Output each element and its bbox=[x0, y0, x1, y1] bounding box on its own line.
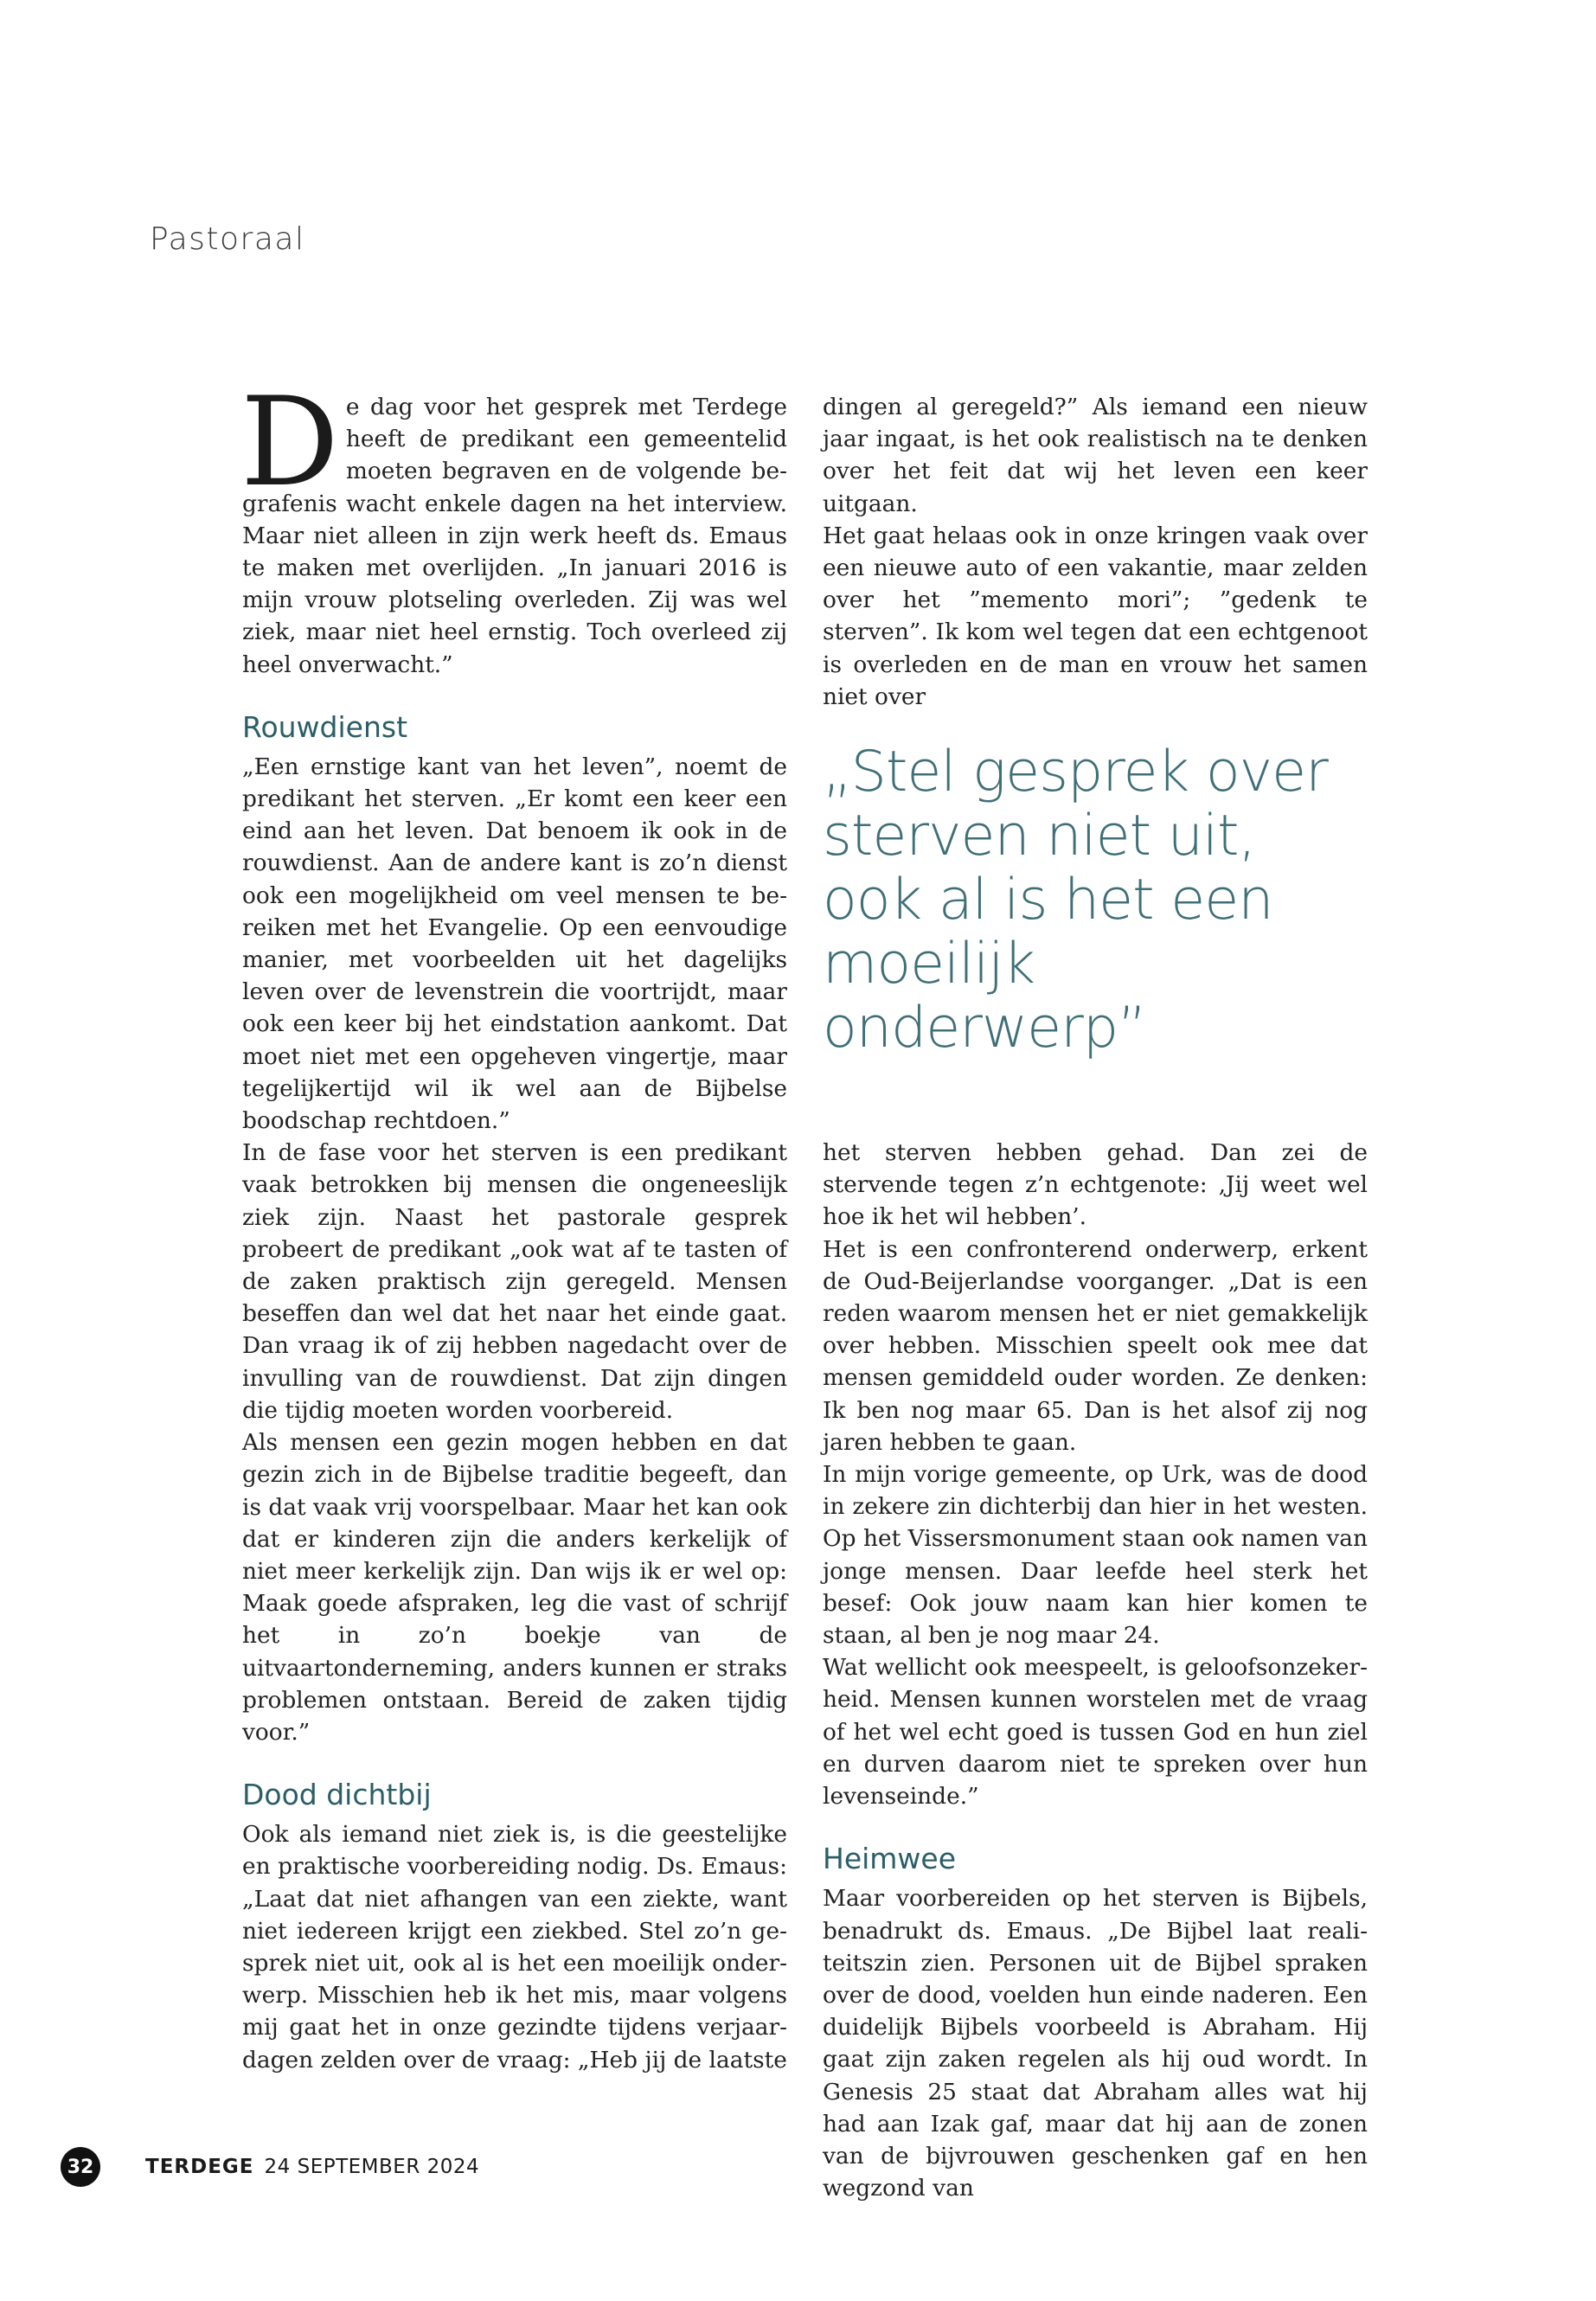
intro-text: e dag voor het gesprek met Terdege heeft de predikant een gemeentelid moeten begraven en de volgende begrafenis wacht enkele dagen na het interview. Maar niet alleen in zijn werk heeft ds. Emaus te maken met overlijden. „In januari 2016 is mijn vrouw plotseling overleden. Zij was wel ziek, maar niet heel ernstig. Toch overleed zij heel onverwacht.” bbox=[242, 394, 787, 678]
page-footer bbox=[61, 2147, 479, 2187]
paragraph: dingen al geregeld?” Als iemand een nieuw jaar ingaat, is het ook realistisch na te denken over het feit dat wij het leven een keer uitgaan. bbox=[823, 394, 1368, 517]
paragraph: Ook als iemand niet ziek is, is die geestelijke en praktische voorbereiding nodig. Ds. Emaus: „Laat dat niet afhangen van een ziekte, want niet iedereen krijgt een ziekbed. Stel zo’n gesprek niet uit, ook al is het een moeilijk onderwerp. Misschien heb ik het mis, maar volgens mij gaat het in onze gezindte tijdens verjaardagen zelden over de vraag: „Heb jij de laatste bbox=[242, 1821, 787, 2073]
subhead-heimwee: Heimwee bbox=[823, 1842, 957, 1876]
paragraph: Wat wellicht ook meespeelt, is geloofsonzekerheid. Mensen kunnen worstelen met de vraag of het wel echt goed is tussen God en hun ziel en durven daarom niet te spreken over hun levenseinde.” bbox=[823, 1654, 1368, 1811]
drop-cap: D bbox=[240, 371, 339, 514]
intro-paragraph bbox=[240, 371, 787, 681]
pull-quote: „Stel gesprek over sterven niet uit, ook al is het een moeilijk onderwerp” bbox=[823, 740, 1328, 1061]
issue-date: 24 SEPTEMBER 2024 bbox=[264, 2156, 480, 2178]
paragraph: Als mensen een gezin mogen hebben en dat gezin zich in de Bijbelse traditie begeeft, dan is dat vaak vrij voorspelbaar. Maar het kan ook dat er kinderen zijn die anders kerkelijk of niet meer kerkelijk zijn. Dan wijs ik er wel op: Maak goede afspraken, leg die vast of schrijf het in zo’n boekje van de uitvaartonderneming, anders kunnen er straks problemen ontstaan. Bereid de zaken tijdig voor.” bbox=[242, 1429, 787, 1746]
paragraph: „Een ernstige kant van het leven”, noemt de predikant het sterven. „Er komt een keer een eind aan het leven. Dat benoem ik ook in de rouwdienst. Aan de andere kant is zo’n dienst ook een mogelijkheid om veel mensen te bereiken met het Evangelie. Op een eenvoudige manier, met voorbeelden uit het dagelijks leven over de levenstrein die voortrijdt, maar ook een keer bij het eindstation aankomt. Dat moet niet met een opgeheven vingertje, maar tegelijkertijd wil ik wel aan de Bijbelse boodschap rechtdoen.” bbox=[242, 753, 787, 1135]
paragraph: Het gaat helaas ook in onze kringen vaak over een nieuwe auto of een vakantie, maar zelden over het ”memento mori”; ”gedenk te sterven”. Ik kom wel tegen dat een echtgenoot is overleden en de man en vrouw het samen niet over bbox=[823, 522, 1368, 710]
paragraph: Maar voorbereiden op het sterven is Bijbels, benadrukt ds. Emaus. „De Bijbel laat realiteitszin zien. Personen uit de Bijbel spraken over de dood, voelden hun einde naderen. Een duidelijk Bijbels voorbeeld is Abraham. Hij gaat zijn zaken regelen als hij oud wordt. In Genesis 25 staat dat Abraham alles wat hij had aan Izak gaf, maar dat hij aan de zonen van de bijvrouwen geschenken gaf en hen wegzond van bbox=[823, 1885, 1368, 2202]
paragraph: In mijn vorige gemeente, op Urk, was de dood in zekere zin dichterbij dan hier in het westen. Op het Vissersmonument staan ook namen van jonge mensen. Daar leefde heel sterk het besef: Ook jouw naam kan hier komen te staan, al ben je nog maar 24. bbox=[823, 1461, 1368, 1650]
paragraph: Het is een confronterend onderwerp, erkent de Oud-Beijerlandse voorganger. „Dat is een reden waarom mensen het er niet gemakkelijk over hebben. Misschien speelt ook mee dat mensen gemiddeld ouder worden. Ze denken: Ik ben nog maar 65. Dan is het alsof zij nog jaren hebben te gaan. bbox=[823, 1235, 1368, 1456]
section-label: Pastoraal bbox=[150, 221, 305, 257]
subhead-rouwdienst: Rouwdienst bbox=[242, 709, 408, 744]
magazine-name: TERDEGE bbox=[145, 2156, 254, 2178]
subhead-dood-dichtbij: Dood dichtbij bbox=[242, 1778, 432, 1812]
article-column-left bbox=[240, 371, 787, 2076]
article-column-right bbox=[823, 391, 1368, 2204]
page-number: 32 bbox=[61, 2147, 100, 2187]
paragraph: In de fase voor het sterven is een predikant vaak betrokken bij mensen die ongeneeslijk ziek zijn. Naast het pastorale gesprek probeert de predikant „ook wat af te tasten of de zaken praktisch zijn geregeld. Mensen beseffen dan wel dat het naar het einde gaat. Dan vraag ik of zij hebben nagedacht over de invulling van de rouwdienst. Dat zijn dingen die tijdig moeten worden voorbereid. bbox=[242, 1139, 787, 1424]
paragraph: het sterven hebben gehad. Dan zei de stervende tegen z’n echtgenote: ‚Jij weet wel hoe ik het wil hebben’. bbox=[823, 1139, 1368, 1231]
